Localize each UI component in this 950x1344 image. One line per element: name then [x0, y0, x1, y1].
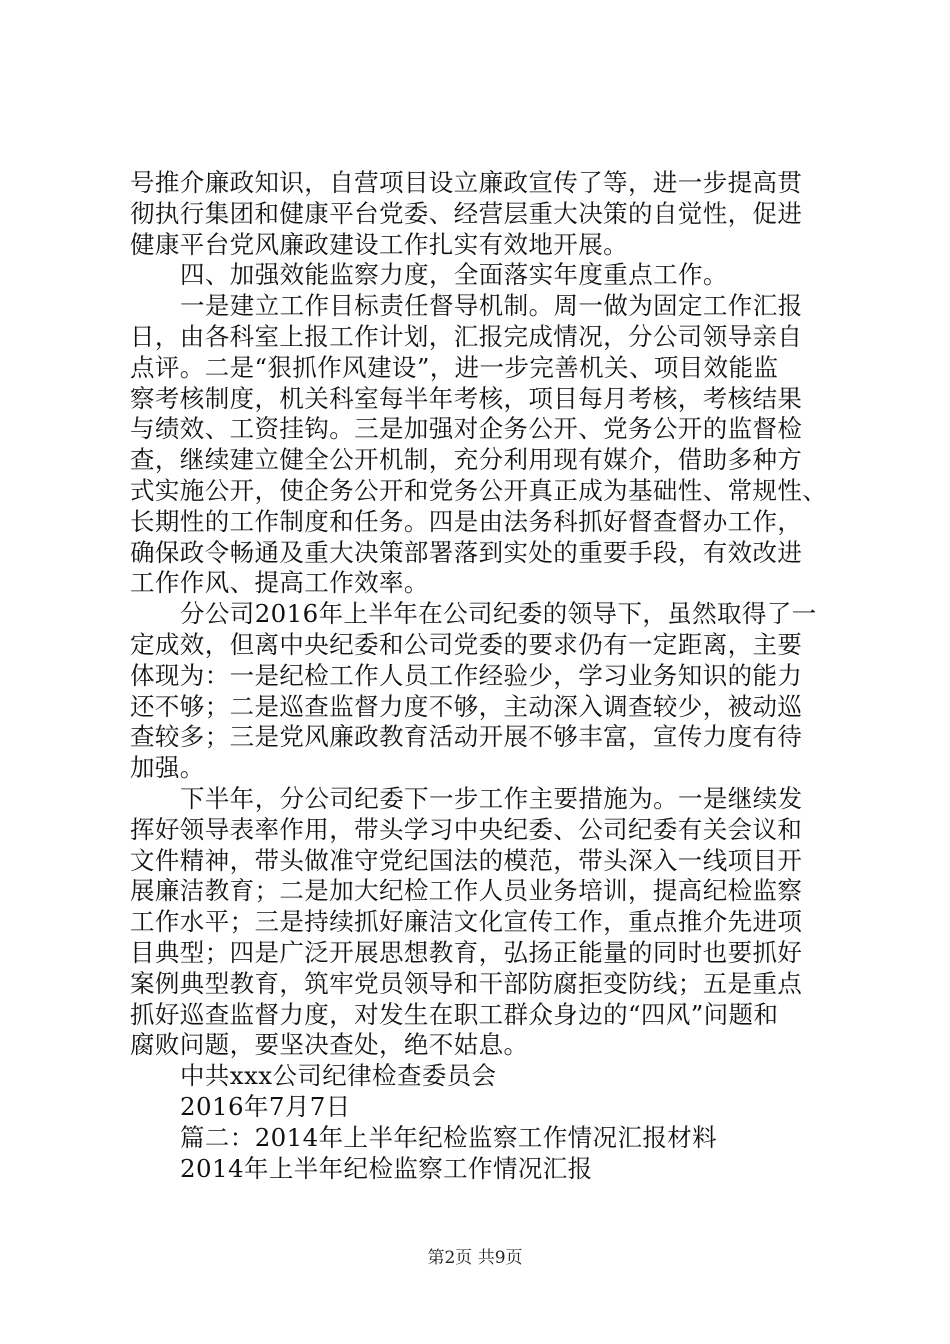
text-line: 与绩效、工资挂钩。三是加强对企务公开、党务公开的监督检	[130, 414, 803, 444]
text-line: 工作作风、提高工作效率。	[130, 568, 429, 598]
text-line: 还不够；二是巡查监督力度不够，主动深入调查较少，被动巡	[130, 691, 803, 721]
text-line: 定成效，但离中央纪委和公司党委的要求仍有一定距离，主要	[130, 629, 803, 659]
text-line: 彻执行集团和健康平台党委、经营层重大决策的自觉性，促进	[130, 198, 803, 228]
text-line: 抓好巡查监督力度，对发生在职工群众身边的“四风”问题和	[130, 999, 779, 1029]
text-line: 长期性的工作制度和任务。四是由法务科抓好督查督办工作，	[130, 506, 803, 536]
text-line: 腐败问题，要坚决查处，绝不姑息。	[130, 1030, 529, 1060]
text-line: 日，由各科室上报工作计划，汇报完成情况，分公司领导亲自	[130, 321, 803, 351]
text-line: 分公司2016年上半年在公司纪委的领导下，虽然取得了一	[180, 599, 817, 629]
text-line: 健康平台党风廉政建设工作扎实有效地开展。	[130, 229, 628, 259]
text-line: 确保政令畅通及重大决策部署落到实处的重要手段，有效改进	[130, 537, 803, 567]
text-line: 加强。	[130, 753, 205, 783]
text-line: 点评。二是“狠抓作风建设”，进一步完善机关、项目效能监	[130, 352, 779, 382]
text-line: 一是建立工作目标责任督导机制。周一做为固定工作汇报	[180, 291, 803, 321]
text-line: 下半年，分公司纪委下一步工作主要措施为。一是继续发	[180, 783, 803, 813]
text-line: 号推介廉政知识，自营项目设立廉政宣传了等，进一步提高贯	[130, 168, 803, 197]
text-line: 文件精神，带头做准守党纪国法的模范，带头深入一线项目开	[130, 845, 803, 875]
page-number: 第2页 共9页	[427, 1248, 523, 1268]
signature-date: 2016年7月7日	[180, 1091, 351, 1121]
text-line: 体现为：一是纪检工作人员工作经验少，学习业务知识的能力	[130, 660, 803, 690]
text-line: 查，继续建立健全公开机制，充分利用现有媒介，借助多种方	[130, 445, 803, 475]
text-line: 挥好领导表率作用，带头学习中央纪委、公司纪委有关会议和	[130, 814, 803, 844]
text-line: 察考核制度，机关科室每半年考核，项目每月考核，考核结果	[130, 383, 803, 413]
text-line: 工作水平；三是持续抓好廉洁文化宣传工作，重点推介先进项	[130, 907, 803, 937]
chapter-heading: 篇二：2014年上半年纪检监察工作情况汇报材料	[180, 1122, 718, 1152]
signature-organization: 中共xxx公司纪律检查委员会	[180, 1061, 497, 1091]
text-line: 案例典型教育，筑牢党员领导和干部防腐拒变防线；五是重点	[130, 968, 803, 998]
section-heading: 四、加强效能监察力度，全面落实年度重点工作。	[180, 260, 728, 290]
text-line: 展廉洁教育；二是加大纪检工作人员业务培训，提高纪检监察	[130, 876, 803, 906]
text-line: 查较多；三是党风廉政教育活动开展不够丰富，宣传力度有待	[130, 722, 803, 752]
document-body	[130, 168, 830, 1184]
text-line: 目典型；四是广泛开展思想教育，弘扬正能量的同时也要抓好	[130, 937, 803, 967]
text-line: 式实施公开，使企务公开和党务公开真正成为基础性、常规性、	[130, 475, 828, 505]
report-title: 2014年上半年纪检监察工作情况汇报	[180, 1153, 593, 1183]
